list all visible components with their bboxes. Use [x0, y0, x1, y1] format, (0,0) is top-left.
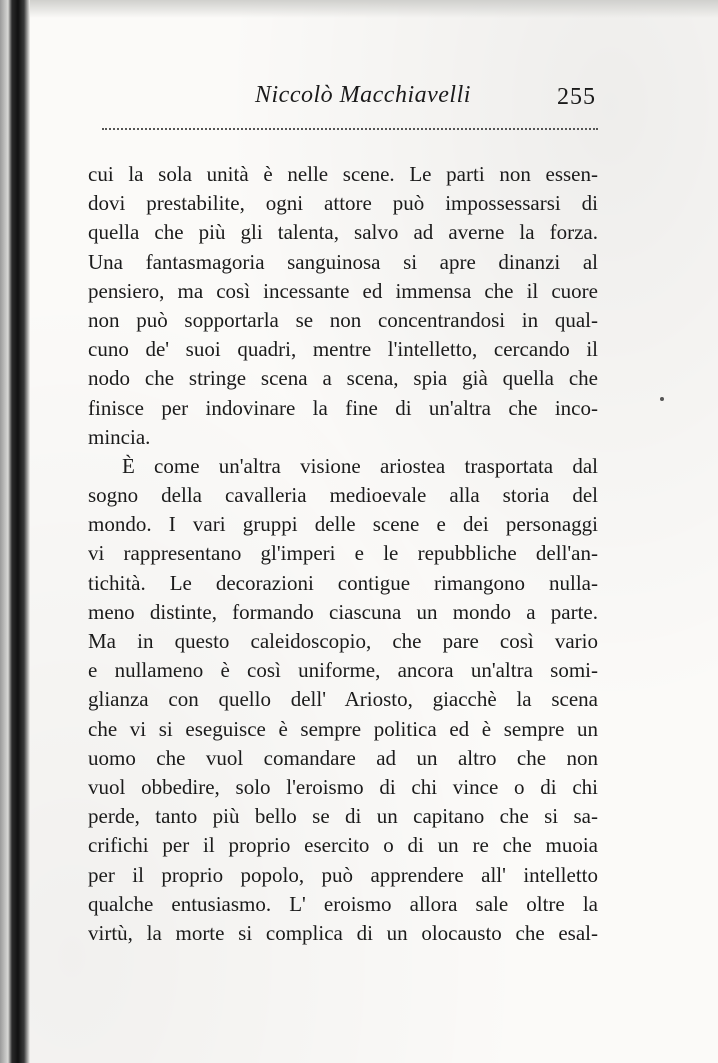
page-number: 255: [557, 84, 596, 110]
text-line: perde, tanto più bello se di un capitano che si sa-: [88, 804, 598, 829]
text-line-paragraph-start: È come un'altra visione ariostea trasportata dal: [122, 453, 598, 478]
text-line: mondo. I vari gruppi delle scene e dei personaggi: [88, 512, 598, 537]
text-line: che vi si eseguisce è sempre politica ed è sempre un: [88, 716, 598, 741]
text-line: qualche entusiasmo. L' eroismo allora sale oltre la: [88, 891, 598, 916]
text-line: tichità. Le decorazioni contigue rimangono nulla-: [88, 570, 598, 595]
text-line: virtù, la morte si complica di un olocausto che esal-: [88, 920, 598, 945]
text-line: vuol obbedire, solo l'eroismo di chi vince o di chi: [88, 774, 598, 799]
text-line: vi rappresentano gl'imperi e le repubbliche dell'an-: [88, 541, 598, 566]
text-line: dovi prestabilite, ogni attore può impossessarsi di: [88, 191, 598, 216]
text-line: e nullameno è così uniforme, ancora un'altra somi-: [88, 658, 598, 683]
page-top-edge: [30, 0, 718, 18]
text-line: Ma in questo caleidoscopio, che pare così vario: [88, 629, 598, 653]
text-line: quella che più gli talenta, salvo ad averne la forza.: [88, 220, 598, 245]
text-line: meno distinte, formando ciascuna un mondo a parte.: [88, 599, 598, 624]
body-text: [88, 160, 598, 948]
text-line: sogno della cavalleria medioevale alla storia del: [88, 483, 598, 508]
text-line: cui la sola unità è nelle scene. Le parti non essen-: [88, 162, 598, 186]
running-title: Niccolò Macchiavelli: [255, 82, 471, 108]
book-gutter-shadow: [0, 0, 30, 1063]
text-line: crifichi per il proprio esercito o di un re che muoia: [88, 833, 598, 858]
ink-speck: [660, 397, 664, 401]
text-line: per il proprio popolo, può apprendere all' intelletto: [88, 862, 598, 887]
text-line: pensiero, ma così incessante ed immensa che il cuore: [88, 278, 598, 303]
text-line: finisce per indovinare la fine di un'altra che inco-: [88, 395, 598, 420]
text-line-paragraph-end: mincia.: [88, 424, 151, 449]
text-line: Una fantasmagoria sanguinosa si apre dinanzi al: [88, 249, 598, 274]
header-dotted-rule: [102, 128, 598, 130]
text-line: uomo che vuol comandare ad un altro che non: [88, 745, 598, 770]
text-line: cuno de' suoi quadri, mentre l'intelletto, cercando il: [88, 337, 598, 362]
text-line: non può sopportarla se non concentrandosi in qual-: [88, 307, 598, 332]
text-line: glianza con quello dell' Ariosto, giacchè la scena: [88, 687, 598, 712]
running-header: [100, 82, 600, 122]
text-line: nodo che stringe scena a scena, spia già quella che: [88, 366, 598, 391]
